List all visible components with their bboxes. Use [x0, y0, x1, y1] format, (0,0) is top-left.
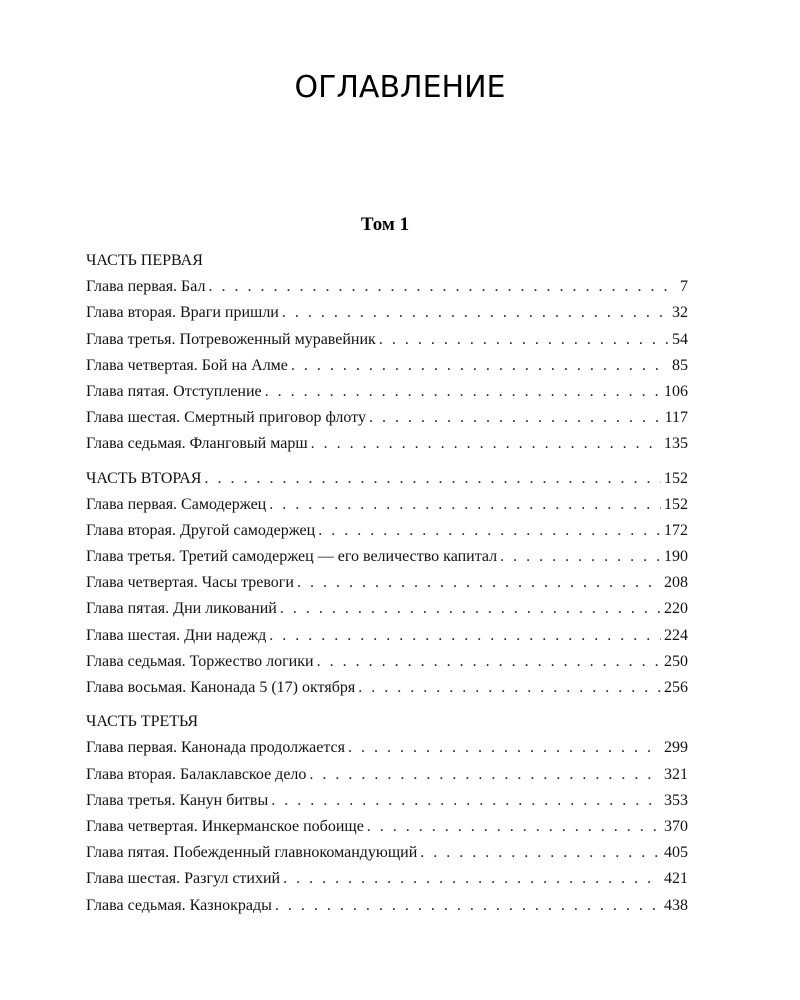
toc-entry-label: Глава седьмая. Торжество логики [86, 652, 314, 670]
toc-entry-page: 438 [664, 896, 688, 914]
toc-entry[interactable] [86, 431, 688, 457]
toc-entry-page: 256 [664, 679, 688, 696]
dot-leader [379, 327, 669, 353]
toc-entry[interactable] [86, 893, 688, 919]
dot-leader [311, 431, 661, 457]
toc-entry[interactable] [86, 788, 688, 814]
dot-leader [271, 788, 661, 814]
dot-leader [275, 893, 661, 919]
dot-leader [291, 353, 669, 379]
toc-entry[interactable] [86, 596, 688, 622]
toc-entry[interactable] [86, 623, 688, 649]
toc-entry-label: Глава первая. Бал [86, 278, 206, 296]
toc-entry-page: 321 [664, 765, 688, 783]
dot-leader [309, 762, 661, 788]
toc-entry-label: Глава пятая. Побежденный главнокомандующий [86, 844, 418, 862]
toc-entry-page: 299 [664, 739, 688, 757]
toc-entry-label: Глава четвертая. Инкерманское побоище [86, 817, 364, 835]
dot-leader [367, 814, 661, 840]
toc-entry[interactable] [86, 840, 688, 866]
toc-entry-label: Глава вторая. Враги пришли [86, 304, 279, 322]
page-title: ОГЛАВЛЕНИЕ [294, 70, 506, 105]
toc-entry-label: Глава вторая. Другой самодержец [86, 521, 316, 539]
toc-entry-page: 85 [672, 356, 688, 374]
toc-entry-label: Глава пятая. Отступление [86, 382, 262, 400]
toc-entry-page: 220 [664, 600, 688, 618]
dot-leader [297, 570, 661, 596]
toc-entry-page: 208 [664, 574, 688, 592]
dot-leader [317, 649, 661, 675]
toc-entry[interactable] [86, 379, 688, 405]
toc-entry-label: Глава шестая. Смертный приговор флоту [86, 409, 366, 427]
toc-entry-label: Глава шестая. Дни надежд [86, 626, 267, 644]
toc-entry[interactable] [86, 570, 688, 596]
toc-entry[interactable] [86, 762, 688, 788]
toc-entry[interactable] [86, 353, 688, 379]
toc-entry-page: 405 [664, 844, 688, 862]
toc-entry-label: Глава четвертая. Бой на Алме [86, 356, 288, 374]
part-heading-label: ЧАСТЬ ВТОРАЯ [86, 469, 202, 487]
toc-entry-page: 353 [664, 791, 688, 809]
toc-entry-page: 421 [664, 870, 688, 888]
dot-leader [280, 596, 661, 622]
table-of-contents [86, 248, 688, 927]
toc-entry[interactable] [86, 814, 688, 840]
part-block [86, 466, 688, 702]
dot-leader [208, 274, 677, 300]
dot-leader [420, 840, 661, 866]
part-block [86, 248, 688, 458]
toc-entry-label: Глава первая. Самодержец [86, 495, 267, 513]
part-heading-page: 152 [664, 469, 688, 487]
toc-entry-label: Глава шестая. Разгул стихий [86, 870, 281, 888]
toc-entry[interactable] [86, 274, 688, 300]
dot-leader [318, 518, 661, 544]
toc-entry-label: Глава четвертая. Часы тревоги [86, 574, 294, 592]
dot-leader [358, 675, 661, 701]
dot-leader [282, 300, 669, 326]
toc-entry[interactable] [86, 300, 688, 326]
toc-entry-page: 250 [664, 652, 688, 670]
dot-leader [348, 735, 661, 761]
toc-entry[interactable] [86, 405, 688, 431]
dot-leader [369, 405, 662, 431]
dot-leader [269, 492, 661, 518]
toc-entry-page: 370 [664, 817, 688, 835]
toc-entry-label: Глава седьмая. Фланговый марш [86, 435, 308, 453]
toc-entry-page: 190 [664, 548, 688, 566]
toc-entry-page: 135 [664, 435, 688, 453]
toc-entry[interactable] [86, 492, 688, 518]
dot-leader [269, 623, 661, 649]
toc-entry[interactable] [86, 866, 688, 892]
toc-entry-label: Глава восьмая. Канонада 5 (17) октября [86, 679, 356, 696]
toc-entry-page: 7 [680, 278, 688, 296]
volume-title: Том 1 [360, 214, 410, 235]
toc-entry-page: 32 [672, 304, 688, 322]
part-heading: ЧАСТЬ ПЕРВАЯ [86, 252, 203, 269]
toc-entry[interactable] [86, 735, 688, 761]
toc-entry-page: 172 [664, 521, 688, 539]
toc-entry-label: Глава первая. Канонада продолжается [86, 739, 345, 757]
toc-entry-label: Глава третья. Канун битвы [86, 791, 269, 809]
toc-entry-page: 54 [672, 330, 688, 348]
toc-entry[interactable] [86, 327, 688, 353]
toc-entry-label: Глава вторая. Балаклавское дело [86, 765, 307, 783]
toc-entry[interactable] [86, 675, 688, 701]
toc-entry-page: 106 [664, 382, 688, 400]
dot-leader [204, 466, 661, 492]
toc-entry[interactable] [86, 649, 688, 675]
toc-entry[interactable] [86, 518, 688, 544]
dot-leader [283, 866, 661, 892]
toc-entry-label: Глава третья. Третий самодержец — его величество капитал [86, 548, 498, 566]
dot-leader [265, 379, 661, 405]
part-heading[interactable] [86, 466, 688, 492]
toc-entry-page: 117 [664, 409, 688, 427]
toc-entry-page: 152 [664, 495, 688, 513]
toc-entry-label: Глава пятая. Дни ликований [86, 600, 277, 618]
dot-leader [500, 544, 661, 570]
part-heading: ЧАСТЬ ТРЕТЬЯ [86, 713, 199, 731]
toc-entry-label: Глава третья. Потревоженный муравейник [86, 330, 376, 348]
part-block [86, 709, 688, 919]
toc-entry-page: 224 [664, 626, 688, 644]
toc-entry-label: Глава седьмая. Казнокрады [86, 896, 272, 914]
toc-entry[interactable] [86, 544, 688, 570]
